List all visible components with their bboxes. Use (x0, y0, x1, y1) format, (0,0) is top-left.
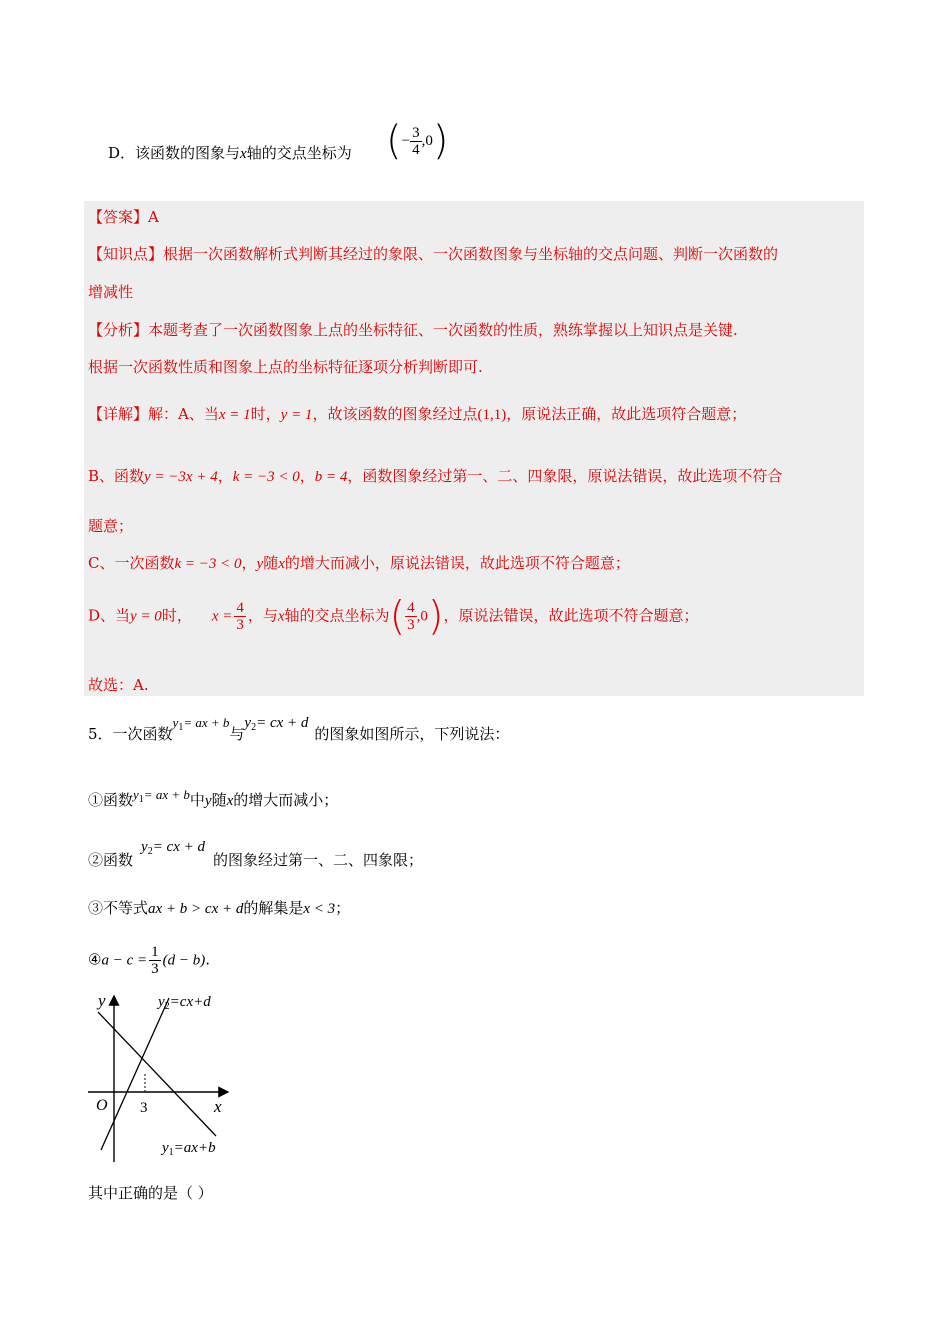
knowledge-point: 【知识点】根据一次函数解析式判断其经过的象限、一次函数图象与坐标轴的交点问题、判断一次函数的 (88, 245, 779, 263)
function-graph (84, 990, 244, 1170)
statement-4: ④a − c = $\frac{1}{3}$ (d − b). (88, 944, 211, 977)
detail-b: B、函数y = −3x + 4，k = −3 < 0，b = 4，函数图象经过第一、二、四象限，原说法错误，故此选项不符合 (88, 467, 783, 485)
statement-1: ①函数$y_1=$ ax + b中y随x的增大而减小； (88, 787, 339, 809)
question-prompt: 其中正确的是（ ） (88, 1184, 213, 1202)
y2-label: $y_2=cx+d$ (158, 994, 211, 1012)
detail-c: C、一次函数k = −3 < 0，y随x的增大而减小，原说法错误，故此选项不符合题意； (88, 554, 630, 572)
x-axis-label: x (214, 1097, 222, 1116)
line-y2 (101, 998, 169, 1150)
origin-label: O (96, 1097, 108, 1114)
answer-line: 【答案】A (88, 208, 159, 226)
option-d-coordinate: (− $\frac{3}{4}$ ,0) (386, 118, 449, 164)
detail-b-cont: 题意； (88, 517, 134, 535)
analysis-line: 【分析】本题考查了一次函数图象上点的坐标特征、一次函数的性质，熟练掌握以上知识点是关键. (88, 321, 738, 339)
question-5-stem: 5．一次函数$y_1=$ ax + b与$y_2=$ cx + d的图象如图所示，下列说法： (88, 715, 510, 743)
analysis-line-2: 根据一次函数性质和图象上点的坐标特征逐项分析判断即可. (88, 358, 483, 376)
detail-d: D、当y = 0时， x = $\frac{4}{3}$ ，与x轴的交点坐标为( $\frac{4}{3}$ ,0)，原说法错误，故此选项不符合题意； (88, 593, 699, 640)
conclusion: 故选：A. (88, 676, 149, 694)
option-d: D．该函数的图象与x轴的交点坐标为 (108, 144, 352, 162)
statement-2: ②函数$y_2=$ cx + d的图象经过第一、二、四象限； (88, 839, 424, 869)
y-axis-label: y (98, 991, 106, 1010)
knowledge-point-cont: 增减性 (88, 283, 134, 301)
detail-a: 【详解】解：A、当x = 1时，y = 1，故该函数的图象经过点(1,1)，原说法正确，故此选项符合题意； (88, 405, 747, 423)
statement-3: ③不等式ax + b > cx + d的解集是x < 3； (88, 899, 351, 917)
tick-3-label: 3 (140, 1100, 148, 1116)
y1-label: $y_1=ax+b$ (162, 1140, 216, 1158)
